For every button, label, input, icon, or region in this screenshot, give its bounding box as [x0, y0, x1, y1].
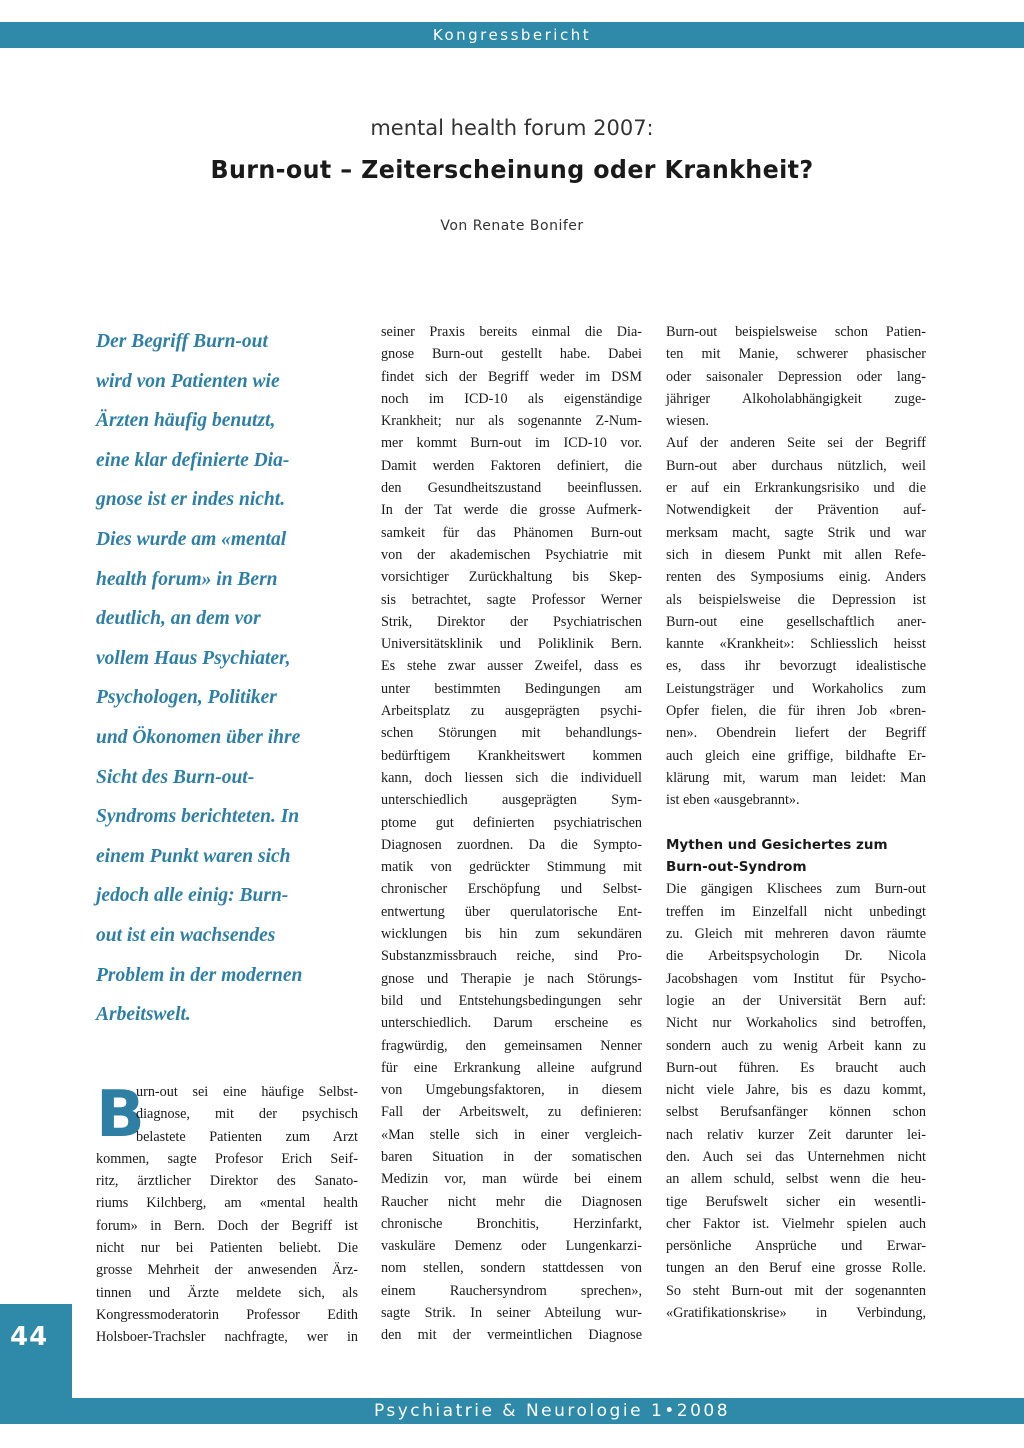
lead-line: Der Begriff Burn-out: [96, 331, 268, 352]
text-line: an allem schuld, selbst wenn die heu-: [666, 1171, 926, 1188]
text-line: einem Rauchersyndrom sprechen»,: [381, 1282, 642, 1299]
text-line: nicht viele Jahre, bis es dazu kommt,: [666, 1082, 926, 1099]
text-line: Arbeitsplatz zu ausgeprägten psychi-: [381, 703, 642, 720]
text-line: den Gesundheitszustand beeinflussen.: [381, 480, 642, 497]
text-line: unter bestimmten Bedingungen am: [381, 680, 642, 697]
article-byline: Von Renate Bonifer: [440, 218, 584, 234]
text-line: nen». Obendrein liefert der Begriff: [666, 725, 926, 742]
article-title: Burn-out – Zeiterscheinung oder Krankheit?: [210, 155, 814, 184]
text-line: grosse Mehrheit der anwesenden Ärz-: [96, 1262, 358, 1279]
text-line: klärung mit, warum man leidet: Man: [666, 769, 926, 786]
text-line: diagnose, mit der psychisch: [136, 1106, 358, 1123]
text-line: matik von gedrückter Stimmung mit: [381, 859, 642, 876]
text-line: baren Situation in der somatischen: [381, 1148, 642, 1165]
text-line: ten mit Manie, schwerer phasischer: [666, 346, 926, 363]
text-line: Diagnosen zuordnen. Da die Sympto-: [381, 836, 642, 853]
text-line: bedürftigem Krankheitswert kommen: [381, 747, 642, 764]
text-line: «Man stelle sich in einer vergleich-: [381, 1126, 642, 1143]
paragraph-gap: [666, 812, 926, 834]
text-line: tige Berufswelt sicher ein wesentli-: [666, 1193, 926, 1210]
text-line: Substanzmissbrauch reiche, sind Pro-: [381, 948, 642, 965]
lead-line: out ist ein wachsendes: [96, 924, 276, 946]
text-line: Damit werden Faktoren definiert, die: [381, 457, 642, 474]
text-line: den mit der vermeintlichen Diagnose: [381, 1327, 642, 1344]
text-line: treffen im Einzelfall nicht unbedingt: [666, 903, 926, 920]
text-line: Burn-out führen. Es braucht auch: [666, 1059, 926, 1076]
text-line: Holsboer-Trachsler nachfragte, wer in: [96, 1329, 358, 1346]
text-line: nicht nur bei Patienten beliebt. Die: [96, 1240, 358, 1257]
text-line: sondern auch zu wenig Arbeit kann zu: [666, 1037, 926, 1054]
text-line: nom stellen, sondern stattdessen von: [381, 1260, 642, 1277]
text-line: cher Faktor ist. Vielmehr spielen auch: [666, 1215, 926, 1232]
drop-cap: B: [96, 1078, 145, 1152]
text-line: ptome gut definierten psychiatrischen: [381, 814, 642, 831]
lead-line: eine klar definierte Dia-: [96, 449, 290, 471]
lead-paragraph: [96, 322, 362, 1035]
lead-line: wird von Patienten wie: [96, 370, 280, 392]
text-line: als beispielsweise die Depression ist: [666, 591, 926, 608]
text-line: urn-out sei eine häufige Selbst-: [136, 1084, 358, 1100]
text-line: Auf der anderen Seite sei der Begriff: [666, 435, 926, 452]
text-line: den. Auch sei das Unternehmen nicht: [666, 1148, 926, 1165]
text-line: tinnen und Ärzte meldete sich, als: [96, 1284, 358, 1301]
text-line: kann, doch liessen sich die individuell: [381, 769, 642, 786]
text-line: er auf ein Erkrankungsrisiko und die: [666, 480, 926, 497]
text-line: für eine Erkrankung alleine aufgrund: [381, 1059, 642, 1076]
text-line: Universitätsklinik und Poliklinik Bern.: [381, 636, 642, 653]
article-kicker: mental health forum 2007:: [370, 116, 654, 140]
text-line: gnose Burn-out gestellt habe. Dabei: [381, 346, 642, 363]
section-subheading: Burn-out-Syndrom: [666, 859, 807, 876]
text-line: Leistungsträger und Workaholics zum: [666, 680, 926, 697]
text-line: persönliche Ansprüche und Erwar-: [666, 1238, 926, 1255]
text-line: renten des Symposiums einig. Anders: [666, 569, 926, 586]
lead-line: und Ökonomen über ihre: [96, 726, 301, 748]
text-line: von der akademischen Psychiatrie mit: [381, 546, 642, 563]
lead-line: Psychologen, Politiker: [96, 687, 277, 709]
body-column-1: [96, 1078, 358, 1349]
text-line: sich in diesem Punkt mit allen Refe-: [666, 546, 926, 563]
text-line: zu. Gleich mit mehreren davon räumte: [666, 926, 926, 943]
text-line: samkeit für das Phänomen Burn-out: [381, 524, 642, 541]
text-line: nach relativ kurzer Zeit darunter lei-: [666, 1126, 926, 1143]
text-line: belastete Patienten zum Arzt: [136, 1128, 358, 1145]
text-line: Strik, Direktor der Psychiatrischen: [381, 613, 642, 630]
text-line: unterschiedlich. Darum erscheine es: [381, 1015, 642, 1032]
text-line: riums Kilchberg, am «mental health: [96, 1195, 358, 1212]
text-line: auch gleich eine griffige, bildhafte Er-: [666, 747, 926, 764]
text-line: Kongressmoderatorin Professor Edith: [96, 1306, 358, 1323]
text-line: bild und Entstehungsbedingungen sehr: [381, 992, 642, 1009]
text-line: Burn-out aber durchaus nützlich, weil: [666, 457, 926, 474]
text-line: Raucher nicht mehr die Diagnosen: [381, 1193, 642, 1210]
text-line: Die gängigen Klischees zum Burn-out: [666, 881, 926, 898]
text-line: Nicht nur Workaholics sind betroffen,: [666, 1015, 926, 1032]
text-line: jähriger Alkoholabhängigkeit zuge-: [666, 390, 926, 407]
lead-line: deutlich, an dem vor: [96, 608, 261, 630]
text-line: sagte Strik. In seiner Abteilung wur-: [381, 1305, 642, 1322]
text-line: es, dass ihr bevorzugt idealistische: [666, 658, 926, 675]
text-line: gnose und Therapie je nach Störungs-: [381, 970, 642, 987]
text-line: vorsichtiger Zurückhaltung bis Skep-: [381, 569, 642, 586]
text-line: Burn-out beispielsweise schon Patien-: [666, 324, 926, 340]
text-line: noch im ICD-10 als eigenständige: [381, 390, 642, 407]
text-line: die Arbeitspsychologin Dr. Nicola: [666, 948, 926, 965]
text-line: findet sich der Begriff weder im DSM: [381, 368, 642, 385]
text-line: wicklungen bis hin zum sekundären: [381, 926, 642, 943]
lead-line: Sicht des Burn-out-: [96, 766, 255, 788]
text-line: Jacobshagen vom Institut für Psycho-: [666, 970, 926, 987]
section-header-bar: [0, 22, 1024, 48]
page-number: 44: [10, 1322, 49, 1352]
lead-line: Arbeitswelt.: [96, 1004, 191, 1026]
text-line: Opfer fielen, die für ihren Job «bren-: [666, 703, 926, 720]
body-column-2: [381, 321, 642, 1347]
body-column-3: [666, 321, 926, 1324]
journal-footer-bar: [0, 1398, 1024, 1424]
journal-name: Psychiatrie & Neurologie 1•2008: [373, 1401, 731, 1421]
text-line: fragwürdig, den gemeinsamen Nenner: [381, 1037, 642, 1054]
text-line: merksam macht, sagte Strik und war: [666, 524, 926, 541]
text-line: logie an der Universität Bern auf:: [666, 992, 926, 1009]
text-line: Fall der Arbeitswelt, zu definieren:: [381, 1104, 642, 1121]
text-line: Krankheit; nur als sogenannte Z-Num-: [381, 413, 642, 430]
text-line: selbst Berufsanfänger können schon: [666, 1104, 926, 1121]
text-line: Medizin vor, man würde bei einem: [381, 1171, 642, 1188]
section-label: Kongressbericht: [432, 26, 592, 44]
text-line: Notwendigkeit der Prävention auf-: [666, 502, 926, 519]
lead-line: vollem Haus Psychiater,: [96, 647, 291, 669]
text-line: kommen, sagte Profesor Erich Seif-: [96, 1150, 358, 1167]
text-line: von Umgebungsfaktoren, in diesem: [381, 1082, 642, 1099]
text-line: tungen an den Beruf eine grosse Rolle.: [666, 1260, 926, 1277]
text-line: ist eben «ausgebrannt».: [666, 792, 800, 809]
lead-line: Syndroms berichteten. In: [96, 806, 300, 828]
text-line: chronischer Erschöpfung und Selbst-: [381, 881, 642, 898]
text-line: forum» in Bern. Doch der Begriff ist: [96, 1217, 358, 1234]
text-line: So steht Burn-out mit der sogenannten: [666, 1282, 926, 1299]
text-line: unterschiedlich ausgeprägten Sym-: [381, 792, 642, 809]
text-line: Burn-out eine gesellschaftlich aner-: [666, 613, 926, 630]
text-line: «Gratifikationskrise» in Verbindung,: [666, 1305, 926, 1322]
text-line: seiner Praxis bereits einmal die Dia-: [381, 324, 642, 340]
lead-line: jedoch alle einig: Burn-: [96, 885, 289, 907]
lead-line: gnose ist er indes nicht.: [96, 489, 286, 511]
text-line: kannte «Krankheit»: Schliesslich heisst: [666, 636, 926, 653]
section-subheading: Mythen und Gesichertes zum: [666, 836, 888, 853]
text-line: vaskuläre Demenz oder Lungenkarzi-: [381, 1238, 642, 1255]
lead-line: health forum» in Bern: [96, 568, 278, 590]
text-line: mer kommt Burn-out im ICD-10 vor.: [381, 435, 642, 452]
text-line: entwertung über querulatorische Ent-: [381, 903, 642, 920]
text-line: In der Tat werde die grosse Aufmerk-: [381, 502, 642, 519]
page-number-box: [0, 1304, 72, 1398]
lead-line: einem Punkt waren sich: [96, 845, 291, 867]
text-line: Es stehe zwar ausser Zweifel, dass es: [381, 658, 642, 675]
lead-line: Dies wurde am «mental: [96, 528, 287, 550]
text-line: wiesen.: [666, 413, 709, 430]
text-line: sis betrachtet, sagte Professor Werner: [381, 591, 642, 608]
text-line: chronische Bronchitis, Herzinfarkt,: [381, 1215, 642, 1232]
text-line: oder saisonaler Depression oder lang-: [666, 368, 926, 385]
text-line: ritz, ärztlicher Direktor des Sanato-: [96, 1173, 358, 1190]
lead-line: Ärzten häufig benutzt,: [96, 410, 276, 432]
lead-line: Problem in der modernen: [96, 964, 303, 986]
text-line: schen Störungen mit behandlungs-: [381, 725, 642, 742]
